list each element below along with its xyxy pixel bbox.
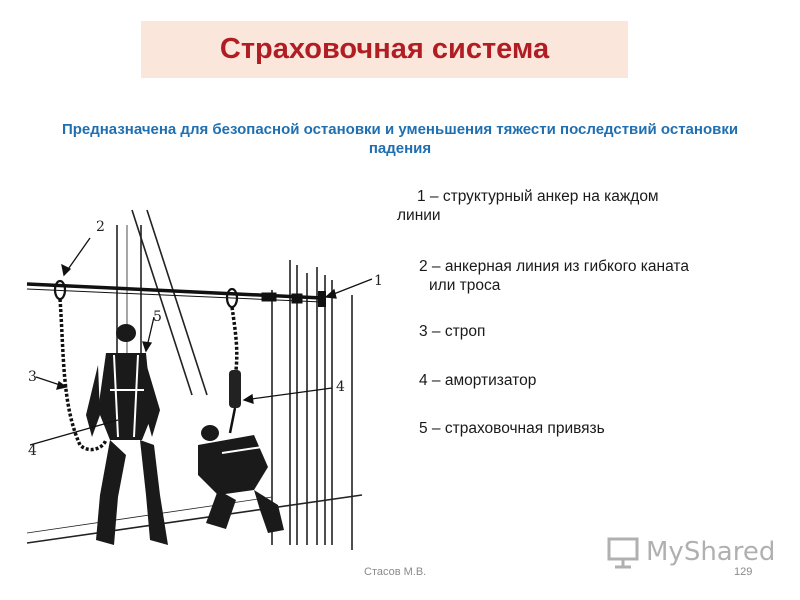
lanyard-right <box>232 307 237 370</box>
legend-item-3: 3 – строп <box>419 323 486 340</box>
title-box <box>141 21 628 78</box>
diagram-label-5: 5 <box>153 309 162 325</box>
structural-anchor <box>318 291 326 307</box>
legend-item-5: 5 – страховочная привязь <box>419 420 605 437</box>
standing-worker <box>86 324 168 545</box>
structure <box>27 210 362 550</box>
legend-item-1-line1: 1 – структурный анкер на каждом <box>417 188 659 205</box>
diagram-label-4-right: 4 <box>336 379 345 395</box>
legend-item-2-line2: или троса <box>429 277 501 294</box>
arrow-4-right <box>244 388 332 400</box>
shock-absorber <box>229 370 241 408</box>
legend-item-2-line1: 2 – анкерная линия из гибкого каната <box>419 258 689 275</box>
pointer-arrows <box>30 238 372 445</box>
page-number: 129 <box>734 566 753 578</box>
lanyard-left <box>60 299 106 450</box>
legend-item-4: 4 – амортизатор <box>419 372 537 389</box>
legend-item-1-line2: линии <box>397 207 441 224</box>
presentation-board-icon <box>606 535 640 569</box>
watermark-text: MyShared <box>646 537 776 567</box>
diagram-label-1: 1 <box>374 273 383 289</box>
watermark <box>606 535 775 569</box>
diagram-label-3: 3 <box>28 369 37 385</box>
footer-author: Стасов М.В. <box>364 566 427 578</box>
slide-title: Страховочная система <box>219 33 550 65</box>
slide-subtitle: Предназначена для безопасной остановки и уменьшения тяжести последствий остановки падения <box>61 121 739 157</box>
fall-arrest-illustration <box>22 205 387 555</box>
kneeling-worker <box>198 425 284 533</box>
diagram-label-2: 2 <box>96 219 105 235</box>
diagram-label-4-left: 4 <box>28 443 37 459</box>
